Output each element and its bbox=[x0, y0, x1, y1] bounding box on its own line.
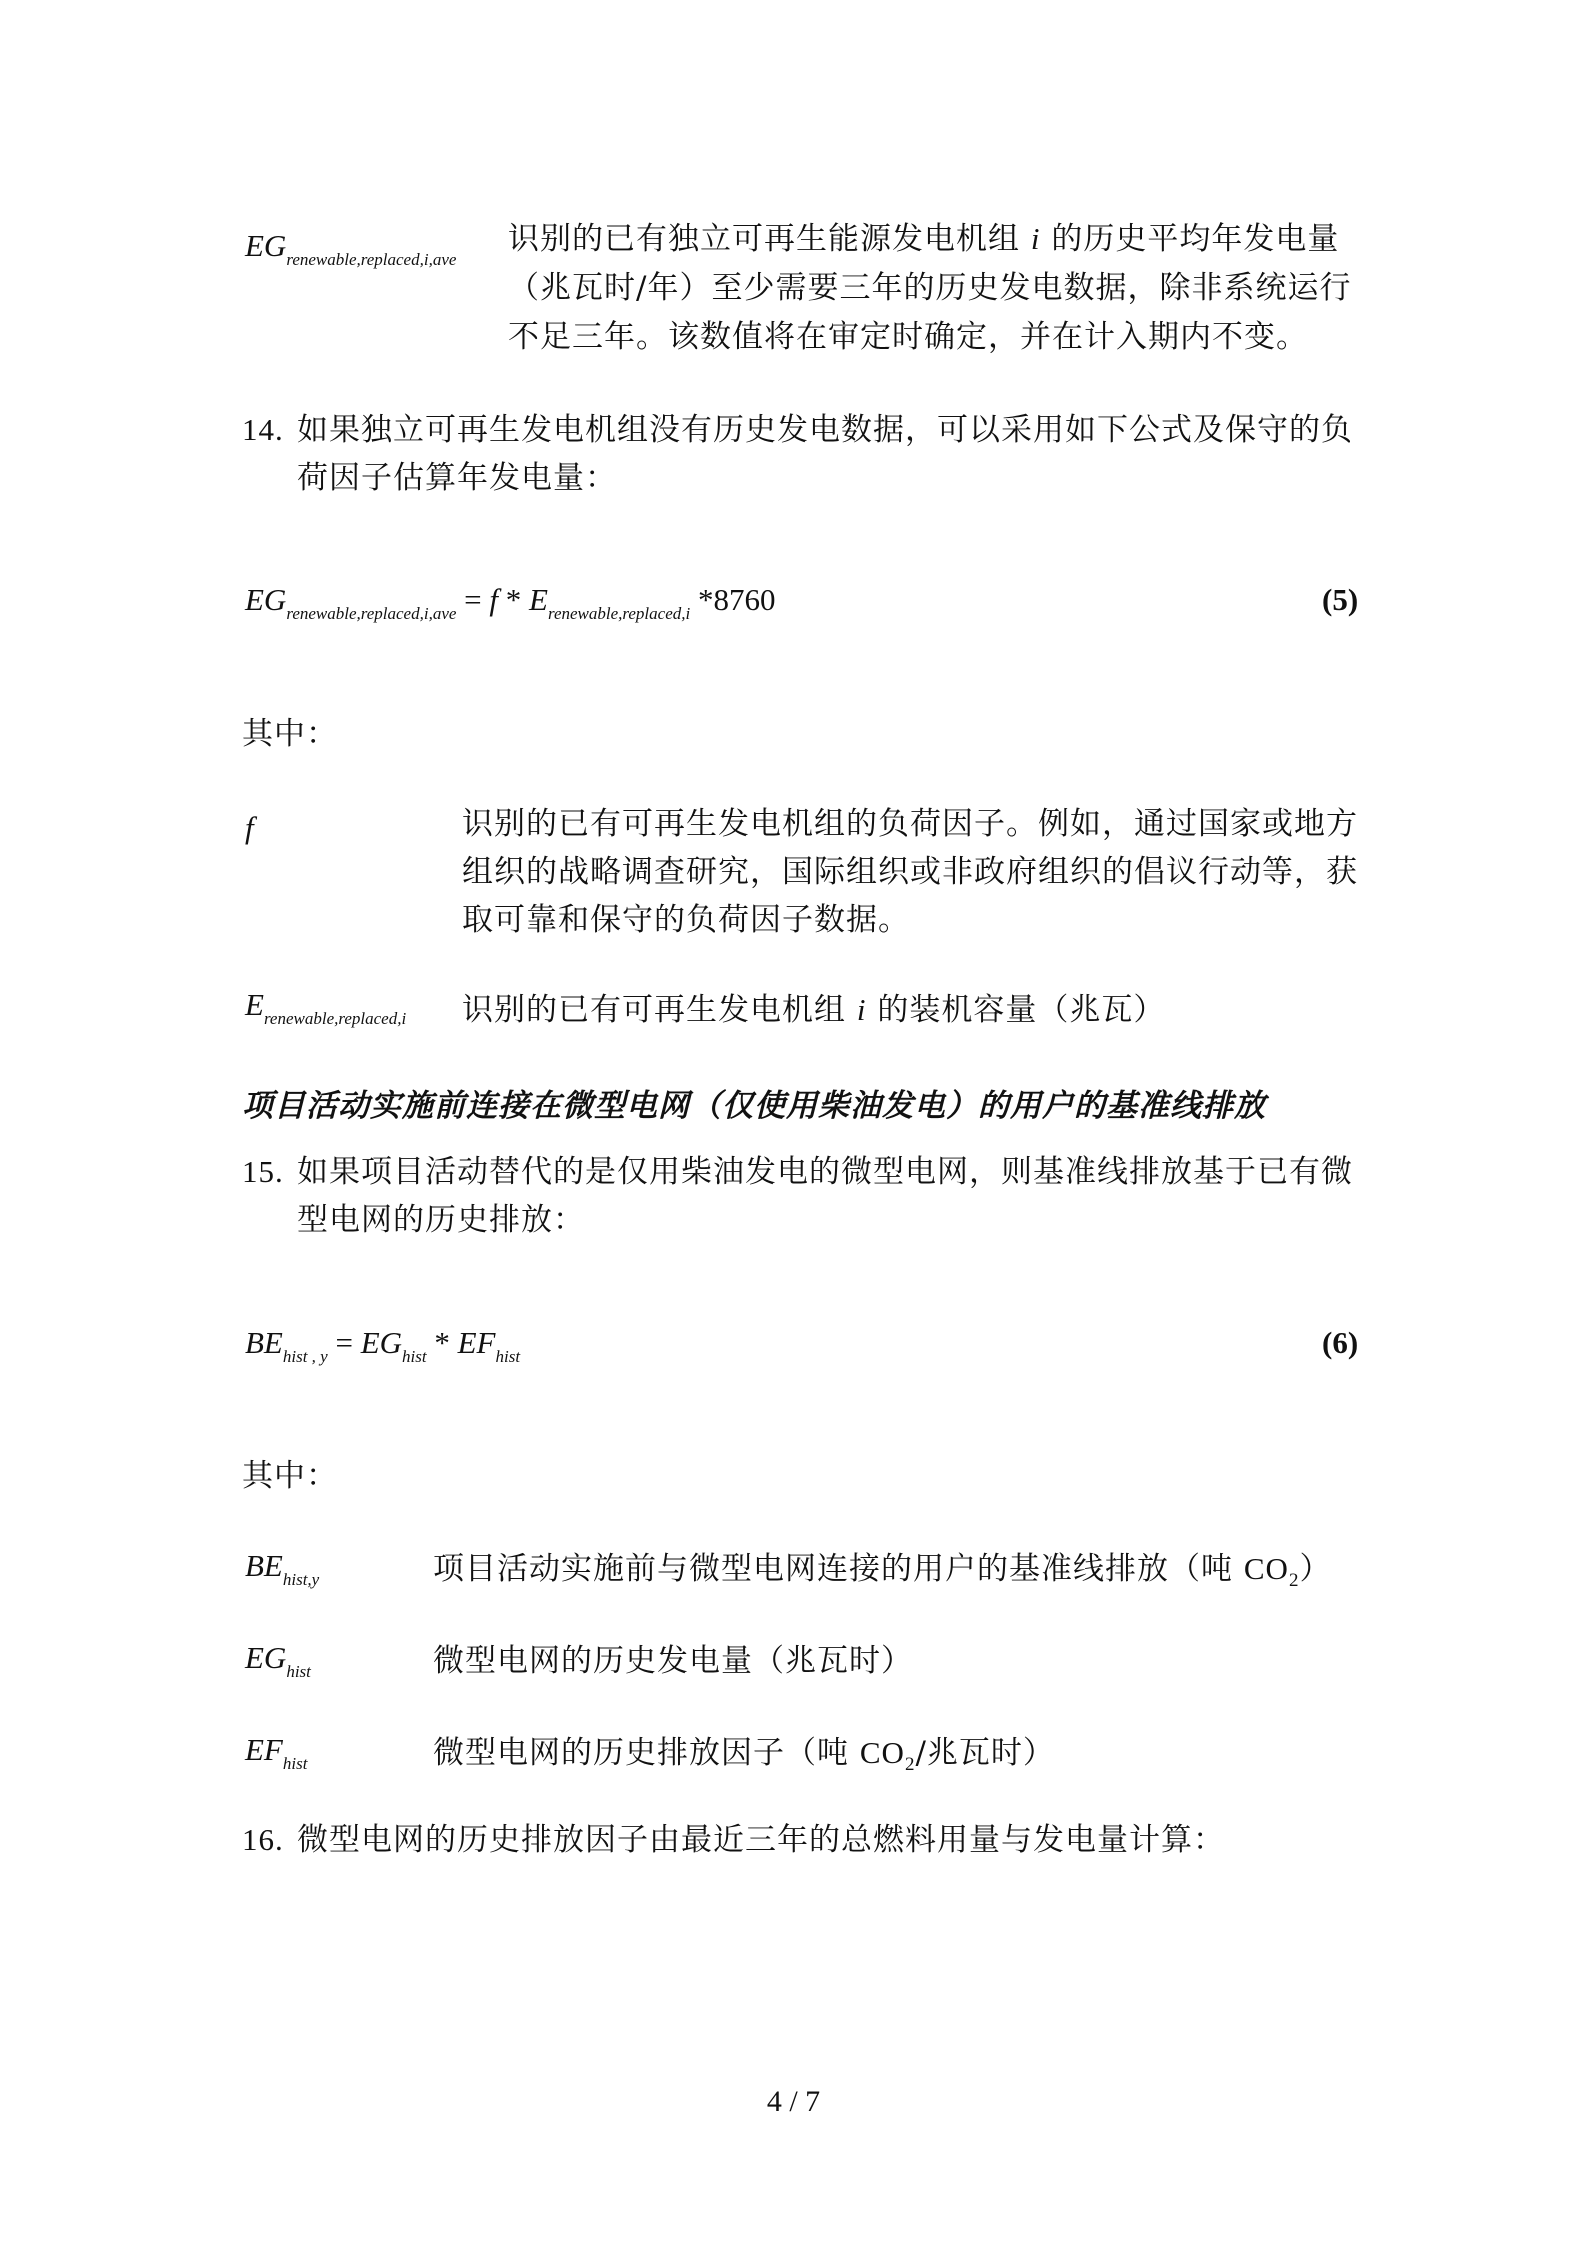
para-15-number: 15. bbox=[242, 1154, 284, 1189]
equation-6-number: (6) bbox=[1322, 1325, 1359, 1360]
be-definition: 项目活动实施前与微型电网连接的用户的基准线排放（吨 $CO_2$） bbox=[433, 1551, 1332, 1591]
e-definition: 识别的已有可再生发电机组 i 的装机容量（兆瓦） bbox=[462, 992, 1166, 1028]
eg-ave-definition-line-3: 不足三年。该数值将在审定时确定，并在计入期内不变。 bbox=[508, 319, 1308, 355]
symbol-eg-hist: $EG_{hist}$ bbox=[245, 1640, 311, 1681]
equation-5: $EG_{renewable,replaced,i,ave} = f * E_{renewable,replaced,i}$ *8760 bbox=[245, 582, 776, 623]
where-label-2: 其中： bbox=[242, 1458, 338, 1494]
symbol-be-hist: $BE_{hist,y}$ bbox=[245, 1548, 320, 1589]
eg-hist-definition: 微型电网的历史发电量（兆瓦时） bbox=[433, 1643, 913, 1679]
para-16-line-1: 微型电网的历史排放因子由最近三年的总燃料用量与发电量计算： bbox=[297, 1822, 1225, 1858]
eg-ave-definition-line-1: 识别的已有独立可再生能源发电机组 i 的历史平均年发电量 bbox=[508, 221, 1340, 257]
para-15-line-2: 型电网的历史排放： bbox=[297, 1202, 585, 1238]
symbol-eg-renewable-ave: $EG_{renewable,replaced,i,ave}$ bbox=[245, 228, 457, 269]
symbol-f: f bbox=[245, 810, 254, 845]
para-14-line-2: 荷因子估算年发电量： bbox=[297, 460, 617, 496]
f-definition-line-3: 取可靠和保守的负荷因子数据。 bbox=[462, 902, 910, 938]
para-14-line-1: 如果独立可再生发电机组没有历史发电数据，可以采用如下公式及保守的负 bbox=[297, 412, 1353, 448]
f-definition-line-2: 组织的战略调查研究，国际组织或非政府组织的倡议行动等，获 bbox=[462, 854, 1358, 890]
equation-5-number: (5) bbox=[1322, 582, 1359, 617]
equation-6: $BE_{hist , y} = EG_{hist} * EF_{hist}$ bbox=[245, 1325, 521, 1366]
para-15-line-1: 如果项目活动替代的是仅用柴油发电的微型电网，则基准线排放基于已有微 bbox=[297, 1154, 1353, 1190]
page-number: 4 / 7 bbox=[766, 2085, 821, 2118]
ef-hist-definition: 微型电网的历史排放因子（吨 $CO_2/$兆瓦时） bbox=[433, 1735, 1055, 1775]
where-label-1: 其中： bbox=[242, 716, 338, 752]
symbol-e-renewable: $E_{renewable,replaced,i}$ bbox=[245, 987, 407, 1028]
symbol-ef-hist: $EF_{hist}$ bbox=[245, 1732, 308, 1773]
eg-ave-definition-line-2: （兆瓦时/年）至少需要三年的历史发电数据，除非系统运行 bbox=[508, 270, 1352, 306]
para-14-number: 14. bbox=[242, 412, 284, 447]
f-definition-line-1: 识别的已有可再生发电机组的负荷因子。例如，通过国家或地方 bbox=[462, 806, 1358, 842]
para-16-number: 16. bbox=[242, 1822, 284, 1857]
section-heading: 项目活动实施前连接在微型电网（仅使用柴油发电）的用户的基准线排放 bbox=[242, 1088, 1266, 1124]
